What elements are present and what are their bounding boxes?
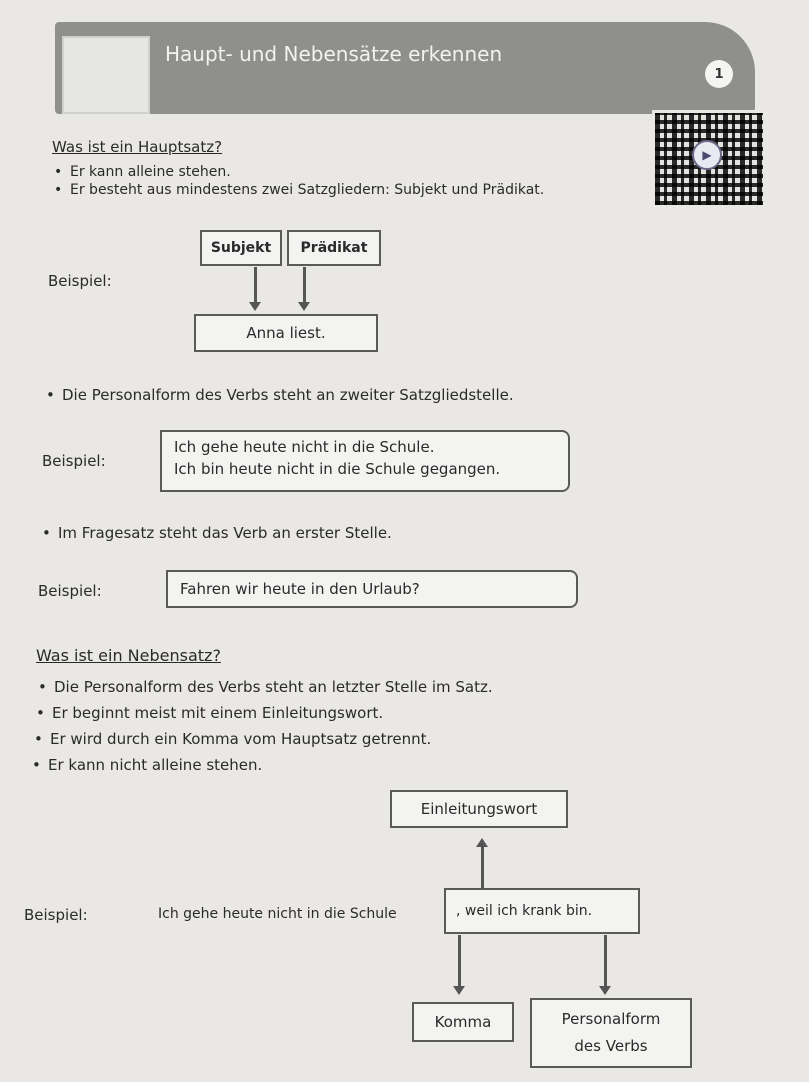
personalform-line-2: des Verbs <box>574 1037 648 1055</box>
nebensatz-bullet-2: • Er beginnt meist mit einem Einleitungswort. <box>52 704 383 722</box>
einleitungswort-arrow-line <box>481 846 484 890</box>
page-title: Haupt- und Nebensätze erkennen <box>165 42 503 66</box>
praedikat-arrow-head <box>298 302 310 311</box>
subjekt-arrow-head <box>249 302 261 311</box>
nebensatz-bullet-4: • Er kann nicht alleine stehen. <box>48 756 262 774</box>
play-icon[interactable]: ▶ <box>692 140 722 170</box>
example2-label: Beispiel: <box>42 452 106 470</box>
main-clause-text: Ich gehe heute nicht in die Schule <box>158 906 397 922</box>
hauptsatz-bullet-1: • Er kann alleine stehen. <box>70 164 231 180</box>
einleitungswort-box: Einleitungswort <box>390 790 568 828</box>
personalform-arrow-head <box>599 986 611 995</box>
sub-clause-box: , weil ich krank bin. <box>444 888 640 934</box>
example2-line-1: Ich gehe heute nicht in die Schule. <box>174 438 435 456</box>
komma-box: Komma <box>412 1002 514 1042</box>
header-image-placeholder <box>62 36 150 114</box>
example3-box: Fahren wir heute in den Urlaub? <box>166 570 578 608</box>
hauptsatz-heading: Was ist ein Hauptsatz? <box>52 138 223 156</box>
nebensatz-example-label: Beispiel: <box>24 906 88 924</box>
praedikat-box: Prädikat <box>287 230 381 266</box>
nebensatz-bullet-1: • Die Personalform des Verbs steht an letzter Stelle im Satz. <box>54 678 493 696</box>
personalform-box <box>530 998 692 1068</box>
question-bullet: • Im Fragesatz steht das Verb an erster Stelle. <box>58 524 392 542</box>
verb-position-bullet: • Die Personalform des Verbs steht an zweiter Satzgliedstelle. <box>62 386 514 404</box>
subjekt-box: Subjekt <box>200 230 282 266</box>
personalform-arrow-line <box>604 935 607 987</box>
example1-sentence-box: Anna liest. <box>194 314 378 352</box>
komma-arrow-head <box>453 986 465 995</box>
example3-label: Beispiel: <box>38 582 102 600</box>
example2-line-2: Ich bin heute nicht in die Schule gegangen. <box>174 460 501 478</box>
page-number-badge: 1 <box>705 60 733 88</box>
personalform-line-1: Personalform <box>561 1010 661 1028</box>
praedikat-arrow-line <box>303 267 306 303</box>
example2-box <box>160 430 570 492</box>
nebensatz-bullet-3: • Er wird durch ein Komma vom Hauptsatz getrennt. <box>50 730 431 748</box>
nebensatz-heading: Was ist ein Nebensatz? <box>36 646 221 665</box>
subjekt-arrow-line <box>254 267 257 303</box>
example1-label: Beispiel: <box>48 272 112 290</box>
komma-arrow-line <box>458 935 461 987</box>
header-bar <box>55 22 755 114</box>
hauptsatz-bullet-2: • Er besteht aus mindestens zwei Satzgliedern: Subjekt und Prädikat. <box>70 182 544 198</box>
